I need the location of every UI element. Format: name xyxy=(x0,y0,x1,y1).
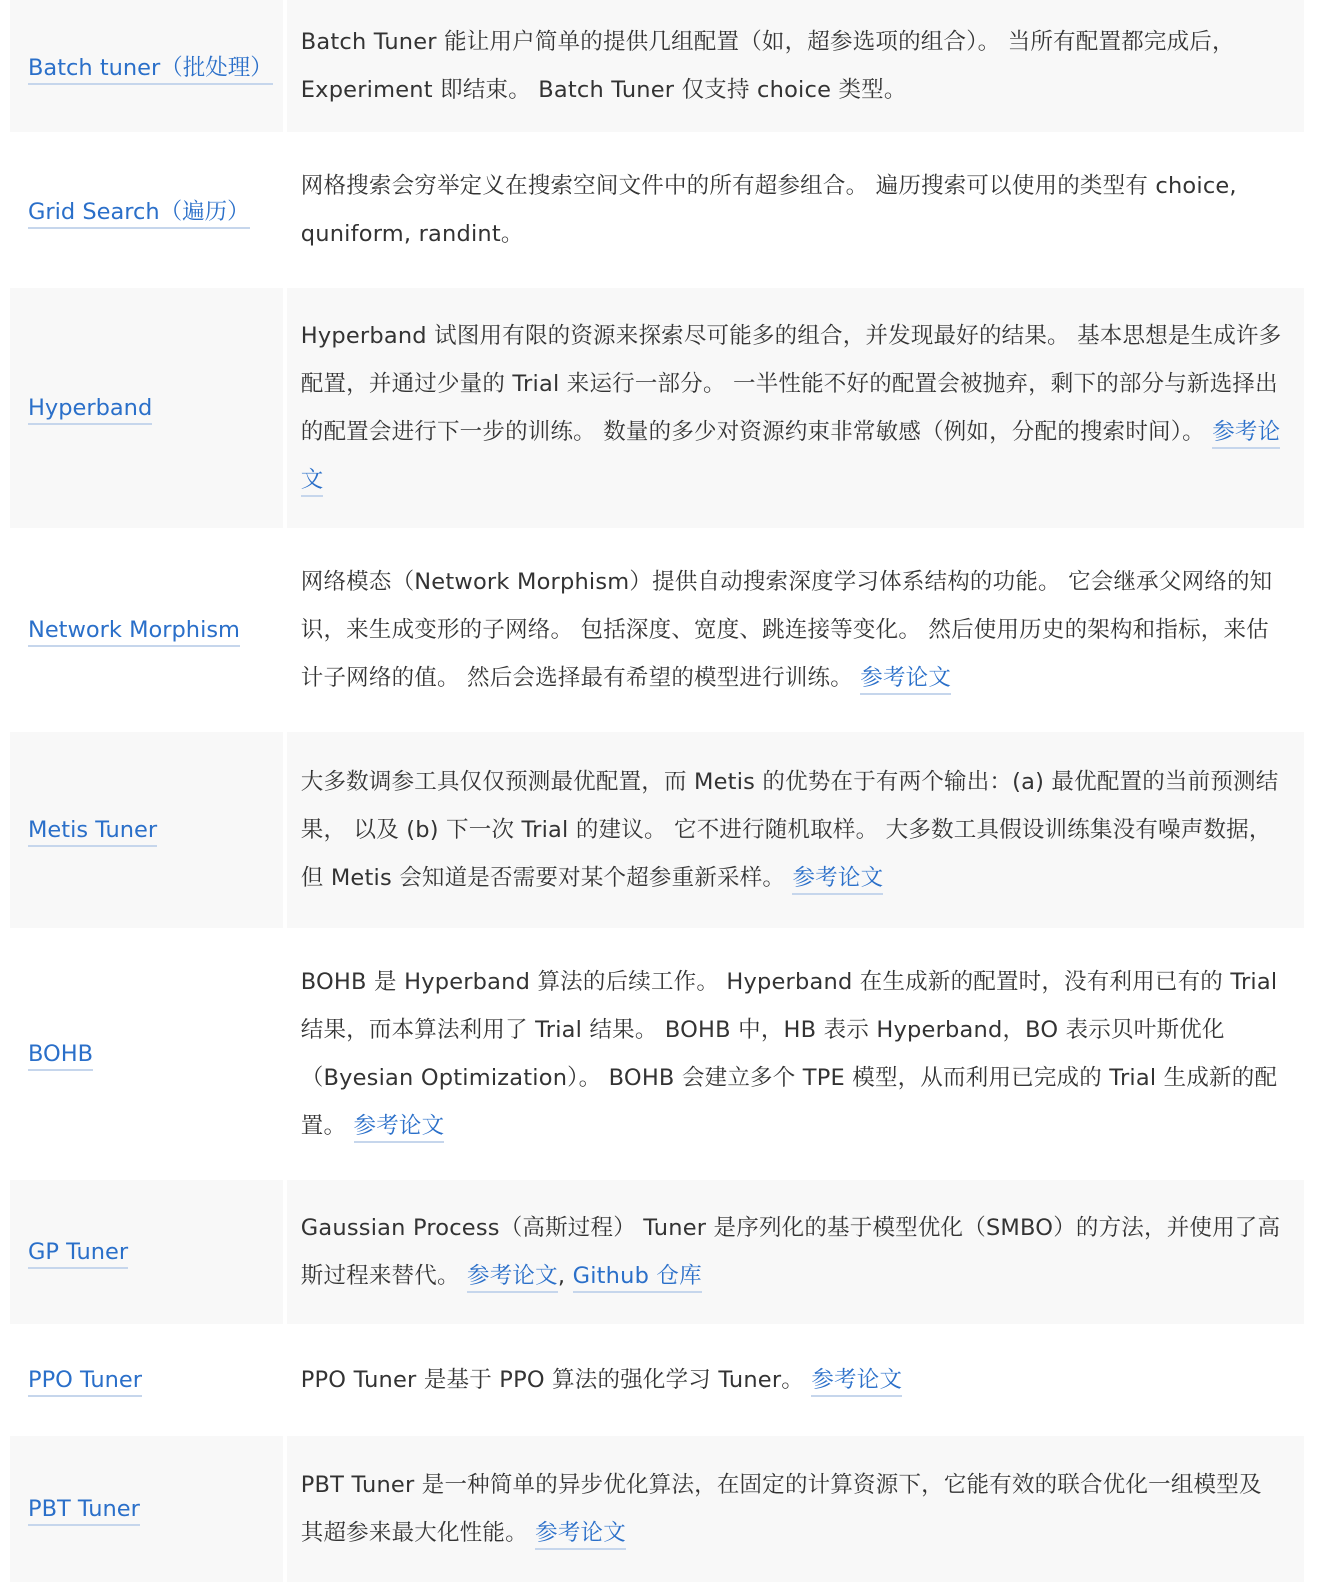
tuner-link-grid-search[interactable]: Grid Search（遍历） xyxy=(28,199,250,229)
reference-paper-link[interactable]: 参考论文 xyxy=(467,1263,558,1293)
reference-paper-link[interactable]: 参考论文 xyxy=(535,1520,626,1550)
reference-paper-link[interactable]: 参考论文 xyxy=(301,419,1281,497)
tuner-description: BOHB 是 Hyperband 算法的后续工作。 Hyperband 在生成新的配置时，没有利用已有的 Trial 结果，而本算法利用了 Trial 结果。 BOHB 中，HB 表示 Hyperband，BO 表示贝叶斯优化（Byesian Optimization）。 BOHB 会建立多个 TPE 模型，从而利用已完成的 Trial 生成新的配置。 xyxy=(300,969,1278,1139)
table-row xyxy=(10,732,1304,928)
reference-paper-link[interactable]: 参考论文 xyxy=(792,865,883,895)
tuner-link-gp[interactable]: GP Tuner xyxy=(28,1239,128,1269)
tuner-name-cell xyxy=(10,1436,283,1582)
table-row xyxy=(10,0,1304,132)
tuner-description: Gaussian Process（高斯过程） Tuner 是序列化的基于模型优化（SMBO）的方法，并使用了高斯过程来替代。 xyxy=(300,1215,1281,1289)
tuner-description: PBT Tuner 是一种简单的异步优化算法，在固定的计算资源下，它能有效的联合优化一组模型及其超参来最大化性能。 xyxy=(300,1472,1262,1546)
tuner-link-hyperband[interactable]: Hyperband xyxy=(28,395,152,425)
tuner-table xyxy=(6,0,1308,1586)
link-separator: , xyxy=(557,1263,573,1289)
tuner-name-cell xyxy=(10,136,283,284)
table-row xyxy=(10,932,1304,1176)
tuner-description: PPO Tuner 是基于 PPO 算法的强化学习 Tuner。 xyxy=(300,1367,812,1393)
table-row xyxy=(10,1180,1304,1324)
tuner-desc-cell xyxy=(287,288,1304,528)
tuner-description: 大多数调参工具仅仅预测最优配置，而 Metis 的优势在于有两个输出：(a) 最优配置的当前预测结果， 以及 (b) 下一次 Trial 的建议。 它不进行随机取样。 大多数工具假设训练集没有噪声数据，但 Metis 会知道是否需要对某个超参重新采样。 xyxy=(300,769,1279,891)
table-row xyxy=(10,136,1304,284)
tuner-link-pbt[interactable]: PBT Tuner xyxy=(28,1496,140,1526)
github-repo-link[interactable]: Github 仓库 xyxy=(573,1263,702,1293)
tuner-desc-cell xyxy=(287,732,1304,928)
tuner-description: 网格搜索会穷举定义在搜索空间文件中的所有超参组合。 遍历搜索可以使用的类型有 choice, quniform, randint。 xyxy=(300,173,1237,247)
tuner-name-cell xyxy=(10,1328,283,1432)
tuner-name-cell xyxy=(10,0,283,132)
tuner-desc-cell xyxy=(287,1180,1304,1324)
tuner-name-cell xyxy=(10,1180,283,1324)
tuner-desc-cell xyxy=(287,532,1304,728)
reference-paper-link[interactable]: 参考论文 xyxy=(811,1367,902,1397)
tuner-link-ppo[interactable]: PPO Tuner xyxy=(28,1367,142,1397)
tuner-description: 网络模态（Network Morphism）提供自动搜索深度学习体系结构的功能。 它会继承父网络的知识，来生成变形的子网络。 包括深度、宽度、跳连接等变化。 然后使用历史的架构和指标，来估计子网络的值。 然后会选择最有希望的模型进行训练。 xyxy=(300,569,1273,691)
tuner-name-cell xyxy=(10,932,283,1176)
reference-paper-link[interactable]: 参考论文 xyxy=(354,1113,445,1143)
tuner-desc-cell xyxy=(287,136,1304,284)
tuner-link-network-morphism[interactable]: Network Morphism xyxy=(28,617,240,647)
tuner-desc-cell xyxy=(287,1436,1304,1582)
tuner-name-cell xyxy=(10,732,283,928)
tuner-link-batch[interactable]: Batch tuner（批处理） xyxy=(28,55,273,85)
table-row xyxy=(10,1328,1304,1432)
table-row xyxy=(10,288,1304,528)
reference-paper-link[interactable]: 参考论文 xyxy=(860,665,951,695)
table-row xyxy=(10,532,1304,728)
tuner-description: Batch Tuner 能让用户简单的提供几组配置（如，超参选项的组合）。 当所有配置都完成后，Experiment 即结束。 Batch Tuner 仅支持 choice 类型。 xyxy=(300,29,1235,103)
tuner-link-metis[interactable]: Metis Tuner xyxy=(28,817,157,847)
table-row xyxy=(10,1436,1304,1582)
tuner-name-cell xyxy=(10,532,283,728)
tuner-desc-cell xyxy=(287,1328,1304,1432)
tuner-desc-cell xyxy=(287,0,1304,132)
tuner-link-bohb[interactable]: BOHB xyxy=(28,1041,93,1071)
tuner-description: Hyperband 试图用有限的资源来探索尽可能多的组合，并发现最好的结果。 基本思想是生成许多配置，并通过少量的 Trial 来运行一部分。 一半性能不好的配置会被抛弃，剩下的部分与新选择出的配置会进行下一步的训练。 数量的多少对资源约束非常敏感（例如，分配的搜索时间）。 xyxy=(300,323,1282,445)
tuner-desc-cell xyxy=(287,932,1304,1176)
tuner-name-cell xyxy=(10,288,283,528)
